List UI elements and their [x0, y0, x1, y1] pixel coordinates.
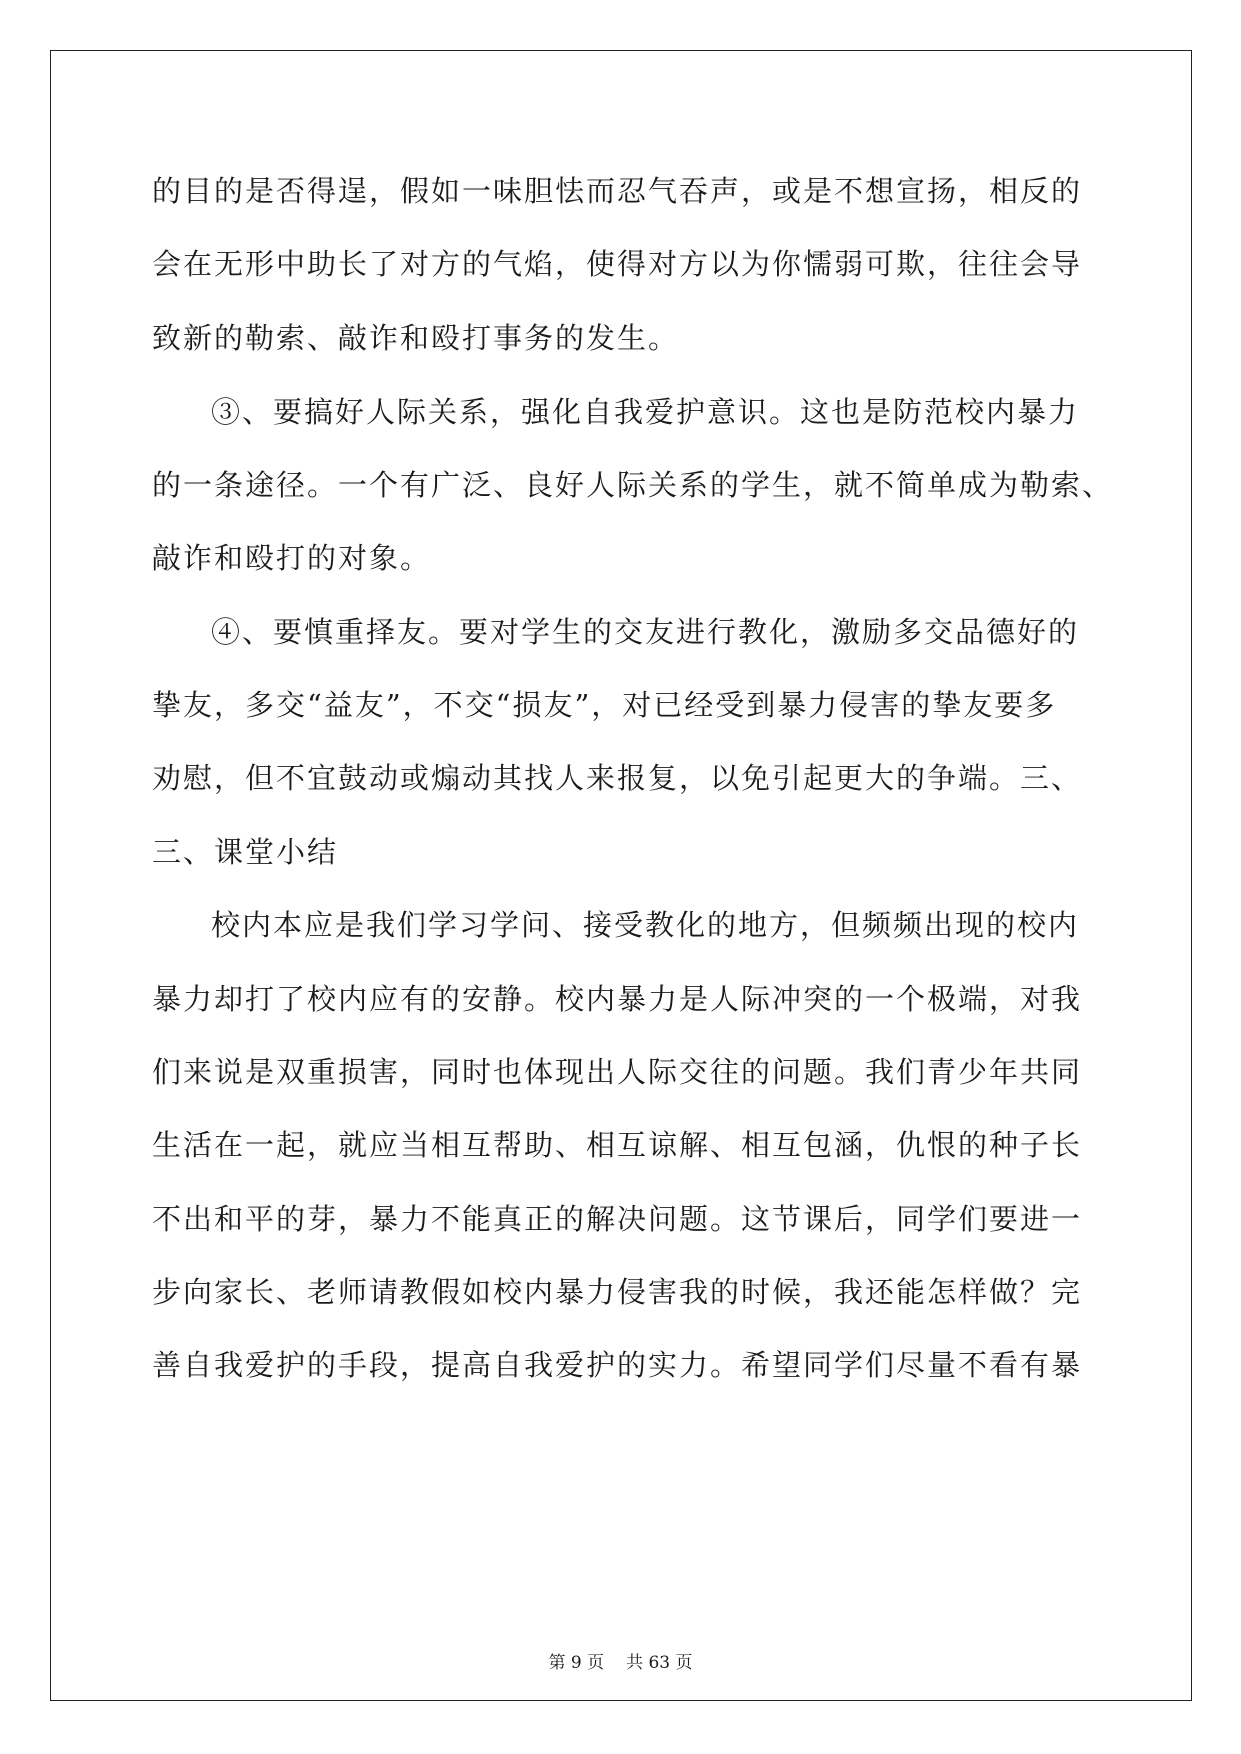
body-line: 挚友，多交“益友”，不交“损友”，对已经受到暴力侵害的挚友要多 — [152, 688, 1057, 722]
section-heading: 三、课堂小结 — [152, 835, 339, 869]
body-line: 善自我爱护的手段，提高自我爱护的实力。希望同学们尽量不看有暴 — [152, 1348, 1083, 1382]
body-line: 劝慰，但不宜鼓动或煽动其找人来报复，以免引起更大的争端。三、 — [152, 761, 1083, 795]
body-line: 的一条途径。一个有广泛、良好人际关系的学生，就不简单成为勒索、 — [152, 468, 1114, 502]
paragraph-start-line: 校内本应是我们学习学问、接受教化的地方，但频频出现的校内 — [211, 908, 1080, 942]
body-line: 暴力却打了校内应有的安静。校内暴力是人际冲突的一个极端，对我 — [152, 982, 1083, 1016]
paragraph-start-line: ③、要搞好人际关系，强化自我爱护意识。这也是防范校内暴力 — [211, 395, 1080, 429]
page-footer — [0, 1652, 1241, 1674]
body-line: 的目的是否得逞，假如一味胆怯而忍气吞声，或是不想宣扬，相反的 — [152, 174, 1083, 208]
page-number: 第 9 页 — [548, 1653, 605, 1673]
body-line: 生活在一起，就应当相互帮助、相互谅解、相互包涵，仇恨的种子长 — [152, 1128, 1083, 1162]
paragraph-start-line: ④、要慎重择友。要对学生的交友进行教化，激励多交品德好的 — [211, 615, 1080, 649]
body-line: 不出和平的芽，暴力不能真正的解决问题。这节课后，同学们要进一 — [152, 1202, 1083, 1236]
body-line: 敲诈和殴打的对象。 — [152, 541, 432, 575]
page-total: 共 63 页 — [626, 1653, 693, 1673]
page-frame — [50, 50, 1192, 1701]
body-line: 步向家长、老师请教假如校内暴力侵害我的时候，我还能怎样做？完 — [152, 1275, 1083, 1309]
body-line: 会在无形中助长了对方的气焰，使得对方以为你懦弱可欺，往往会导 — [152, 247, 1083, 281]
body-line: 致新的勒索、敲诈和殴打事务的发生。 — [152, 321, 680, 355]
body-line: 们来说是双重损害，同时也体现出人际交往的问题。我们青少年共同 — [152, 1055, 1083, 1089]
